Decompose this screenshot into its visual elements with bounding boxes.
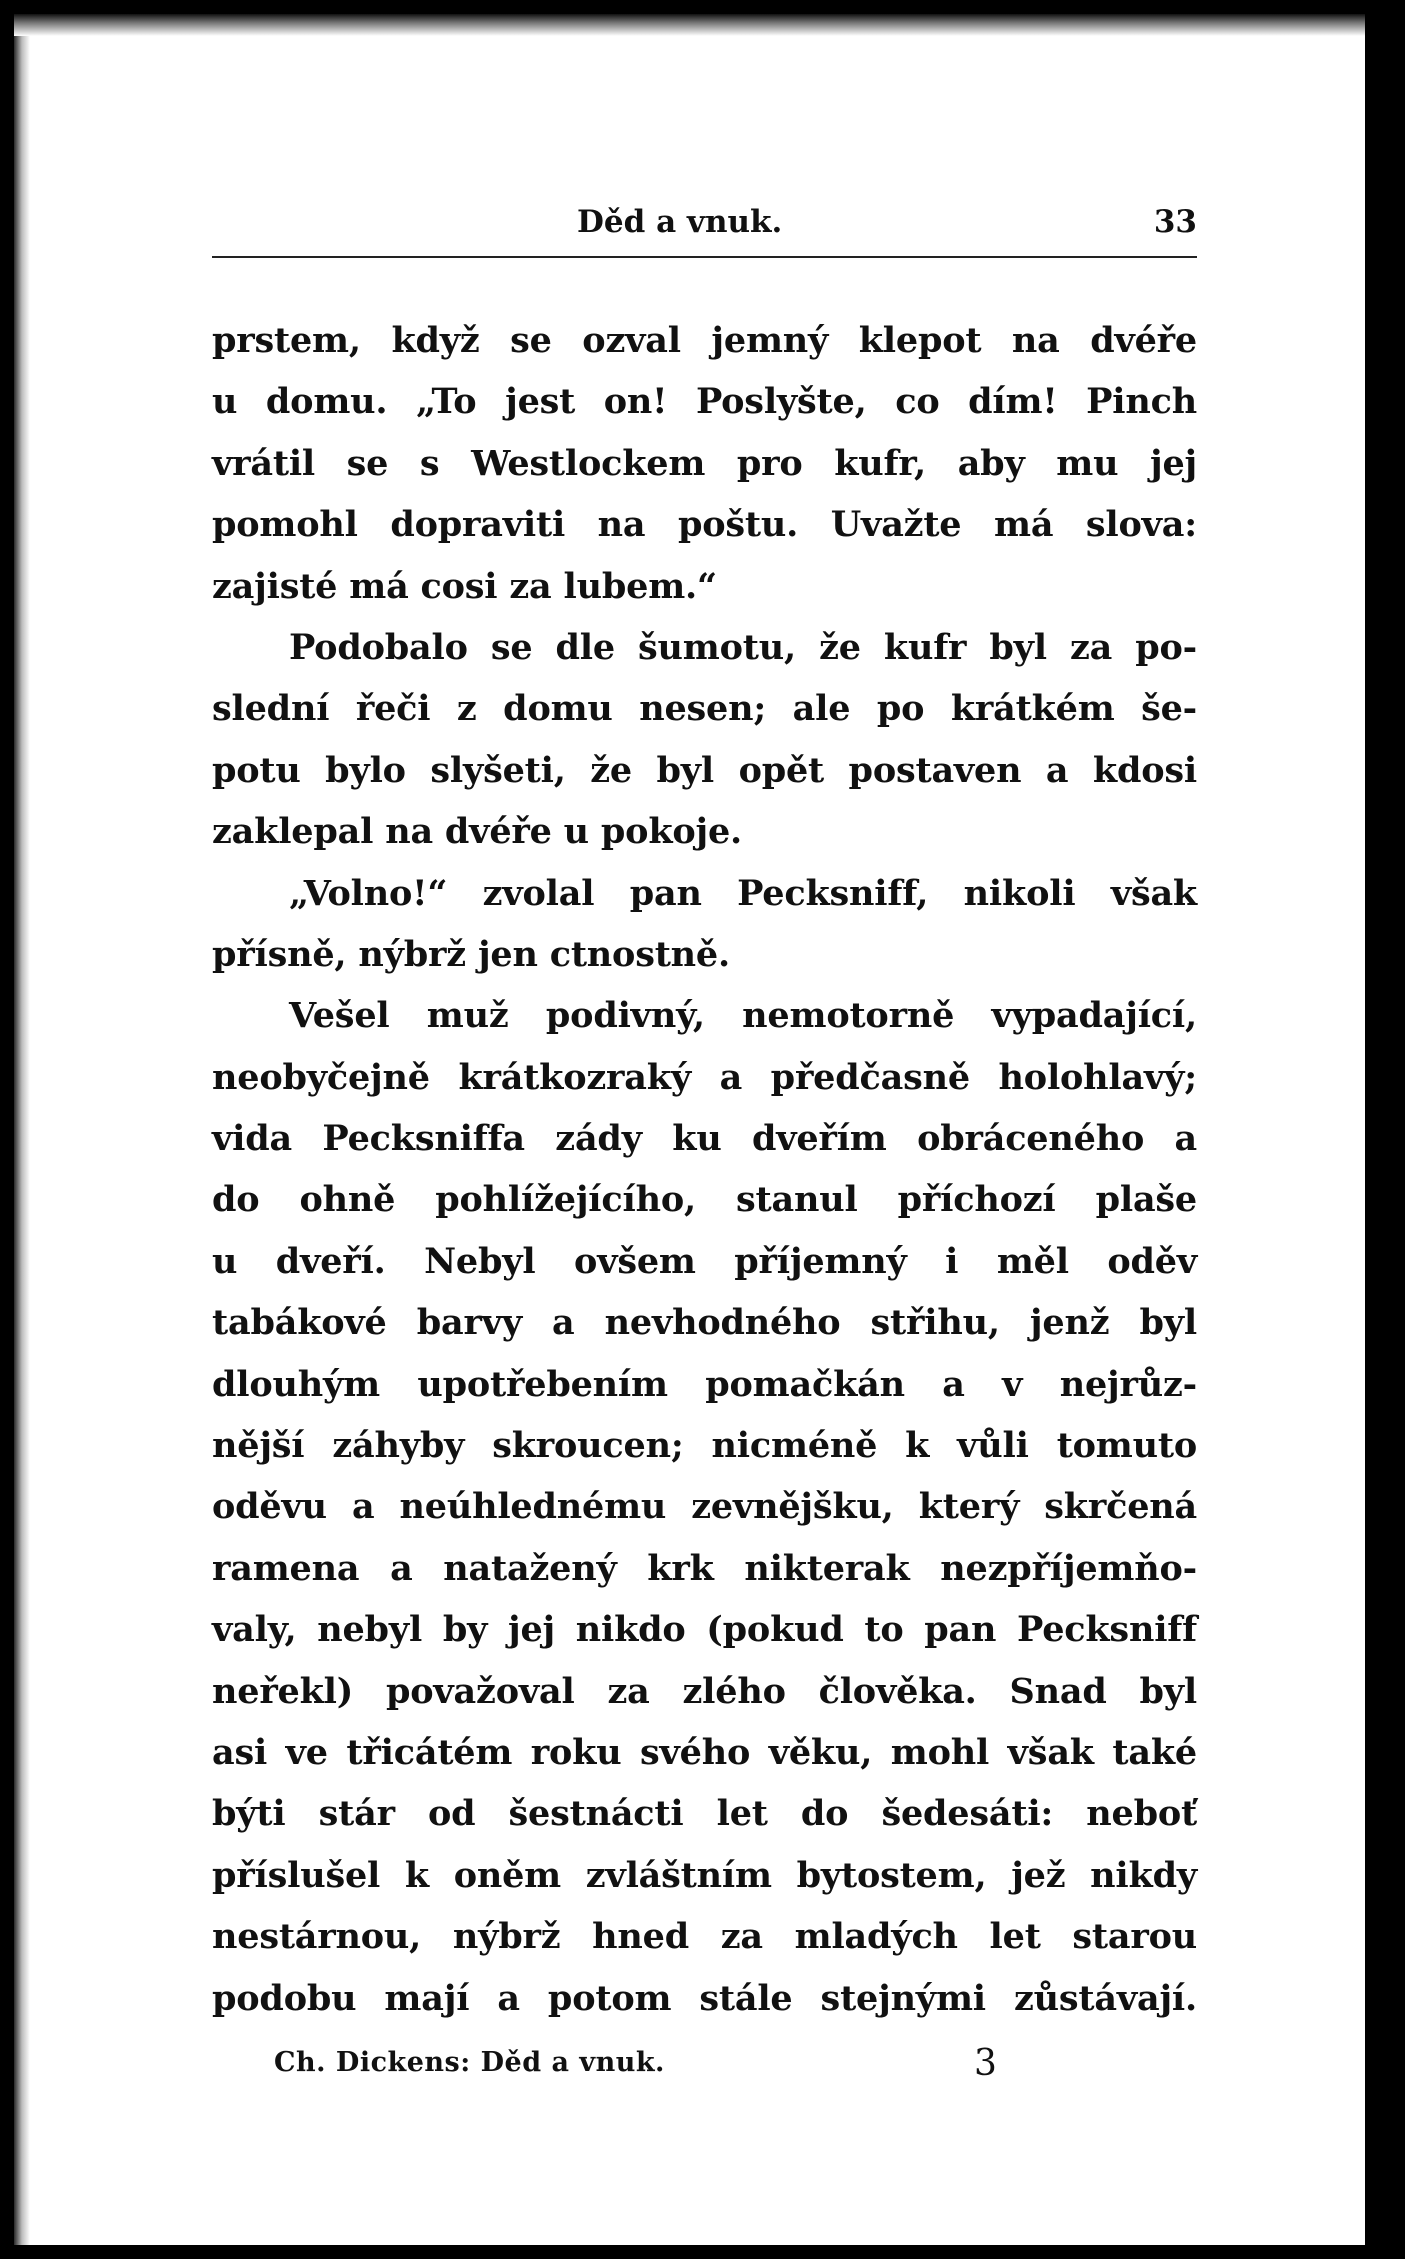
scan-border-top	[0, 0, 1405, 14]
text-line: vida Pecksniffa zády ku dveřím obráceného a	[212, 1118, 1197, 1160]
text-line: neřekl) považoval za zlého člověka. Snad byl	[212, 1670, 1197, 1712]
page-footer	[212, 2042, 1197, 2097]
scan-border-left	[0, 0, 14, 2259]
text-line: býti stár od šestnácti let do šedesáti: neboť	[212, 1793, 1197, 1835]
scan-border-right	[1365, 0, 1405, 2259]
body-text	[212, 310, 1197, 2029]
page-number: 33	[1153, 204, 1197, 240]
text-line: asi ve třicátém roku svého věku, mohl však také	[212, 1731, 1197, 1773]
text-line: Podobalo se dle šumotu, že kufr byl za po-	[289, 626, 1197, 668]
text-line: potu bylo slyšeti, že byl opět postaven a kdosi	[212, 749, 1197, 791]
text-line: vrátil se s Westlockem pro kufr, aby mu jej	[212, 442, 1197, 484]
text-line: příslušel k oněm zvláštním bytostem, jež nikdy	[212, 1854, 1197, 1896]
text-line: nější záhyby skroucen; nicméně k vůli tomuto	[212, 1425, 1197, 1467]
text-line: „Volno!“ zvolal pan Pecksniff, nikoli však	[289, 872, 1197, 914]
text-line: slední řeči z domu nesen; ale po krátkém še-	[212, 688, 1197, 730]
text-line: do ohně pohlížejícího, stanul příchozí plaše	[212, 1179, 1197, 1221]
book-page	[212, 196, 1197, 2097]
text-line: u dveří. Nebyl ovšem příjemný i měl oděv	[212, 1240, 1197, 1282]
text-line: zaklepal na dvéře u pokoje.	[212, 811, 743, 853]
page-edge-shadow-left	[14, 14, 30, 2245]
running-title: Děd a vnuk.	[577, 204, 783, 240]
text-line: dlouhým upotřebením pomačkán a v nejrůz-	[212, 1363, 1197, 1405]
text-line: neobyčejně krátkozraký a předčasně holohlavý;	[212, 1056, 1197, 1098]
text-line: zajisté má cosi za lubem.“	[212, 565, 717, 607]
page-header	[212, 196, 1197, 258]
text-line: tabákové barvy a nevhodného střihu, jenž byl	[212, 1302, 1197, 1344]
sheet-number: 3	[974, 2042, 997, 2084]
text-line: Vešel muž podivný, nemotorně vypadající,	[289, 995, 1197, 1037]
text-line: u domu. „To jest on! Poslyšte, co dím! Pinch	[212, 381, 1197, 423]
text-line: nestárnou, nýbrž hned za mladých let starou	[212, 1916, 1197, 1958]
text-line: valy, nebyl by jej nikdo (pokud to pan Pecksniff	[212, 1609, 1197, 1651]
text-line: přísně, nýbrž jen ctnostně.	[212, 933, 730, 975]
text-line: pomohl dopraviti na poštu. Uvažte má slova:	[212, 504, 1197, 546]
text-line: prstem, když se ozval jemný klepot na dvéře	[212, 320, 1197, 361]
page-edge-shadow-top	[14, 14, 1365, 36]
text-line: ramena a natažený krk nikterak nezpříjemňo-	[212, 1547, 1197, 1589]
text-line: oděvu a neúhlednému zevnějšku, který skrčená	[212, 1486, 1197, 1528]
scan-border-bottom	[0, 2245, 1405, 2259]
printer-signature: Ch. Dickens: Děd a vnuk.	[274, 2046, 665, 2078]
text-line: podobu mají a potom stále stejnými zůstávají.	[212, 1977, 1197, 2019]
